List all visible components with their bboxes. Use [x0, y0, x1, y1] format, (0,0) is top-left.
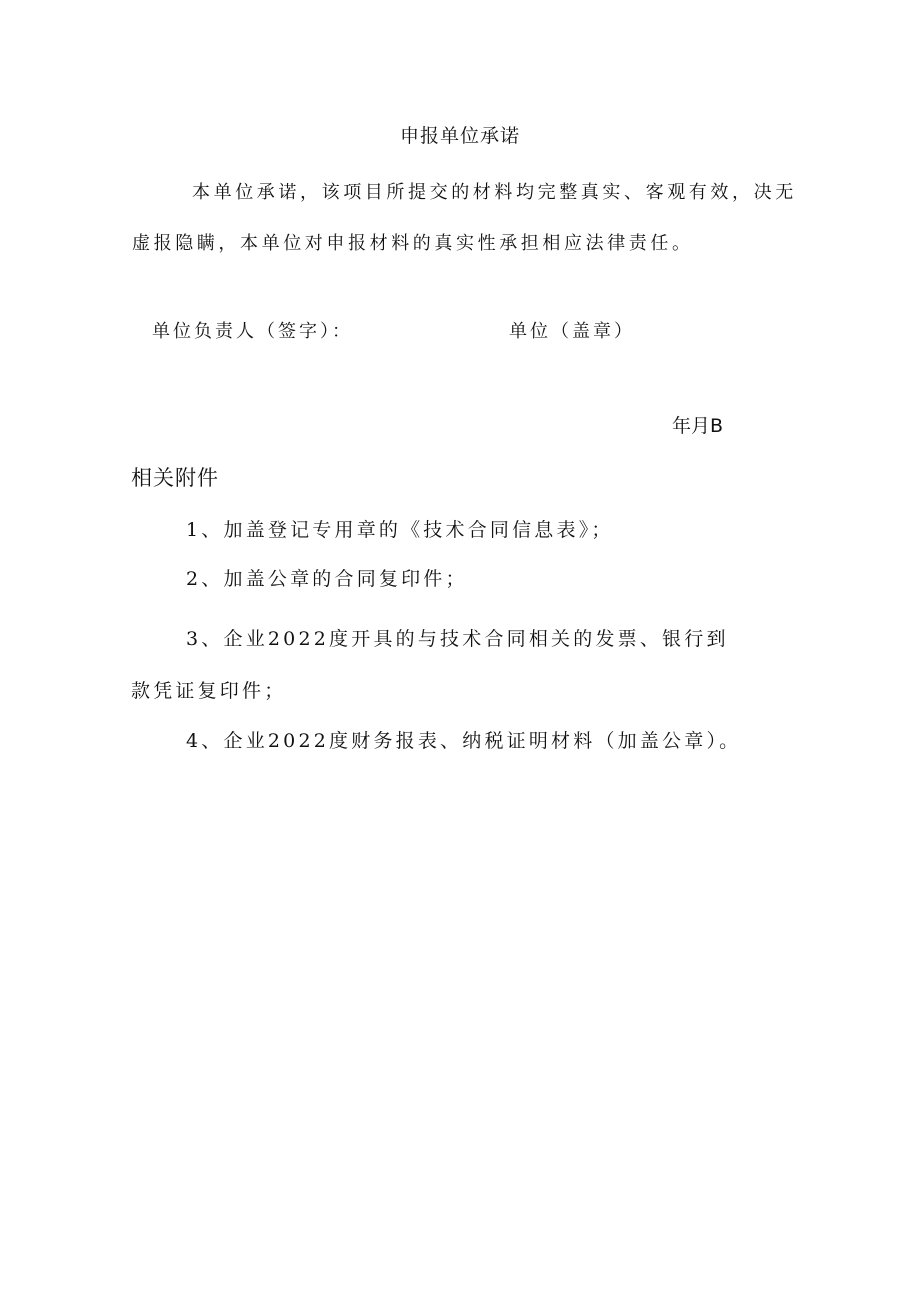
signatory-label: 单位负责人（签字）： — [152, 321, 353, 342]
commitment-paragraph: 本单位承诺，该项目所提交的材料均完整真实、客观有效，决无虚报隐瞒，本单位对申报材料的真实性承担相应法律责任。 — [132, 182, 797, 254]
attachments-heading: 相关附件 — [131, 466, 219, 490]
attachment-item-1: 1、加盖登记专用章的《技术合同信息表》； — [186, 519, 614, 541]
attachment-item-3-continued: 款凭证复印件； — [131, 680, 287, 702]
page-title: 申报单位承诺 — [399, 125, 520, 147]
attachment-item-4: 4、企业2022度财务报表、纳税证明材料（加盖公章）。 — [186, 730, 742, 752]
date-line: 年月B — [672, 415, 724, 437]
attachment-item-3: 3、企业2022度开具的与技术合同相关的发票、银行到 — [186, 628, 729, 650]
attachment-item-2: 2、加盖公章的合同复印件； — [186, 568, 468, 590]
seal-label: 单位（盖章） — [509, 321, 635, 342]
